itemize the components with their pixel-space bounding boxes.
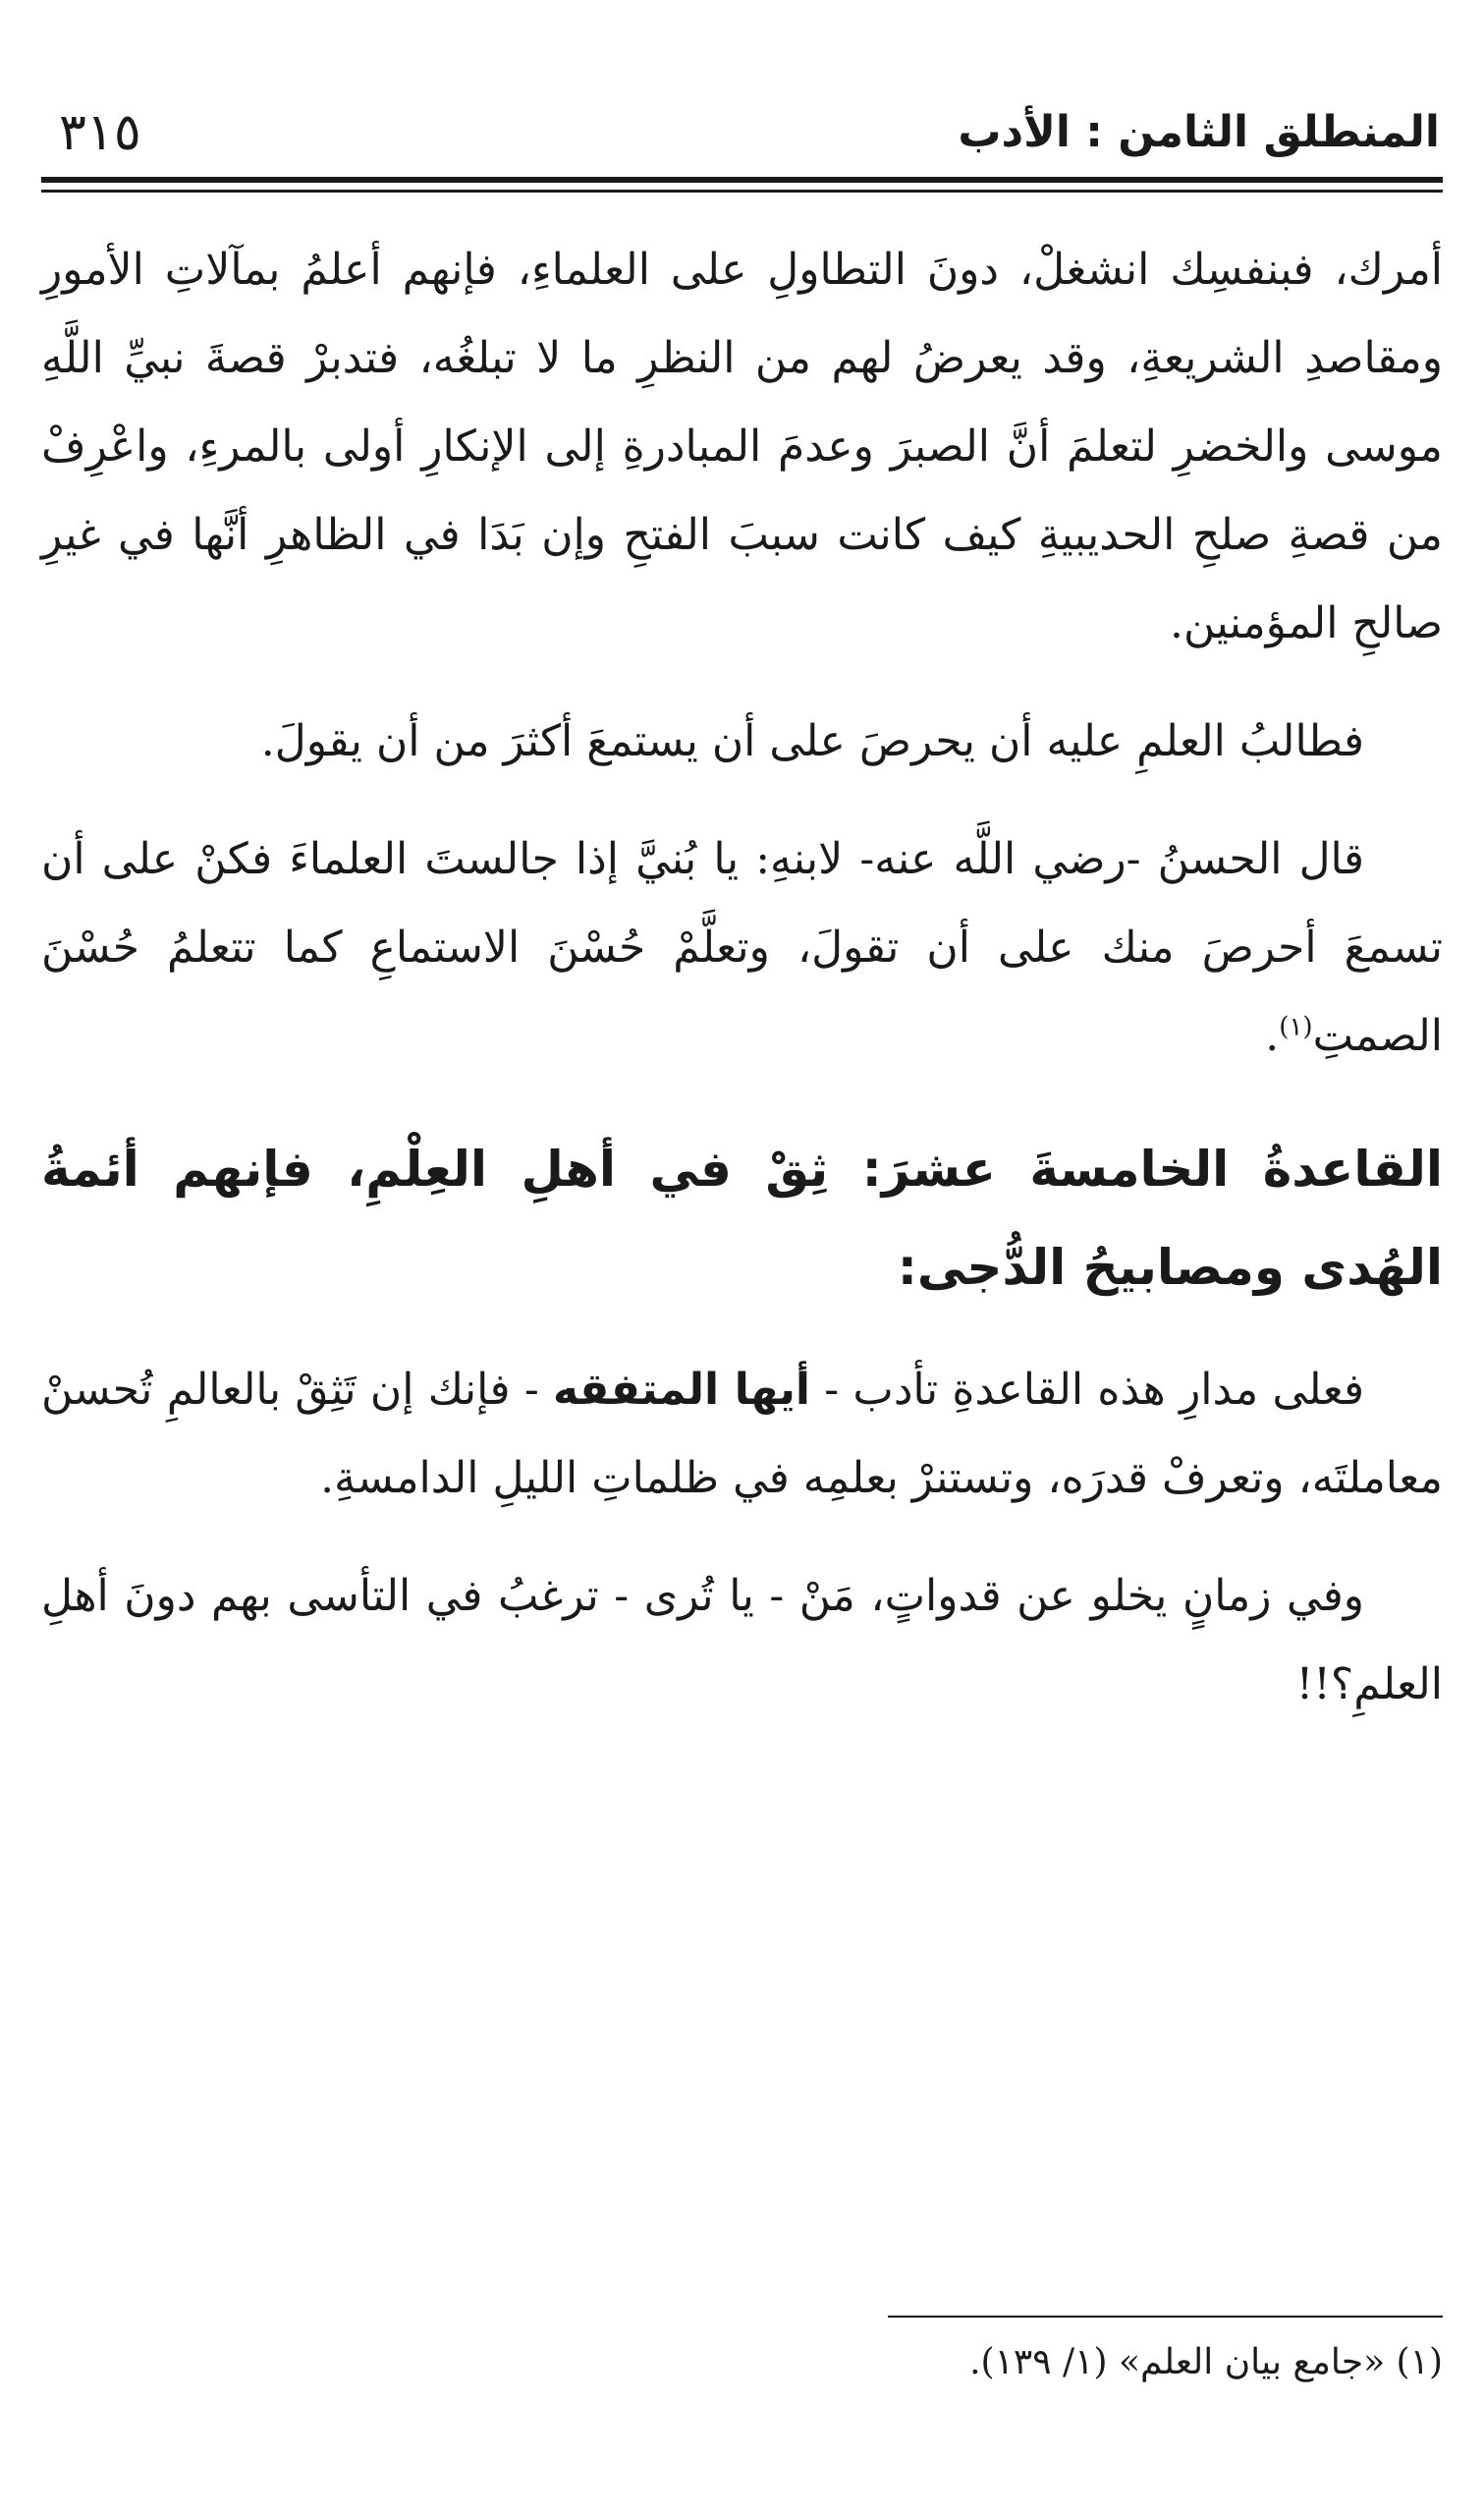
paragraph-5: وفي زمانٍ يخلو عن قدواتٍ، مَنْ - يا تُرى - ترغبُ في التأسى بهم دونَ أهلِ العلمِ؟!! [41, 1571, 1443, 1709]
paragraph-3 [41, 815, 1443, 1081]
running-title: المنطلق الثامن : الأدب [958, 107, 1440, 157]
section-heading: القاعدةُ الخامسةَ عشرَ: ثِقْ في أهلِ العِلْمِ، فإنهم أئمةُ الهُدى ومصابيحُ الدُّجى: [41, 1141, 1443, 1296]
paragraph-2: فطالبُ العلمِ عليه أن يحرصَ على أن يستمعَ أكثرَ من أن يقولَ. [260, 716, 1364, 766]
paragraph-3-end: . [1265, 1011, 1280, 1061]
paragraph-gap [41, 1316, 1443, 1346]
paragraph-4-end: - فإنك إن تَثِقْ بالعالمِ تُحسنْ معاملتَه، وتعرفْ قدرَه، وتستنرْ بعلمِه في ظلماتِ الليلِ الدامسةِ. [41, 1365, 1443, 1503]
page-header [44, 93, 1440, 172]
footnote-separator [888, 2316, 1443, 2318]
paragraph-gap [41, 1523, 1443, 1552]
section-gap [41, 1081, 1443, 1120]
emphasized-address: أيها المتفقه [553, 1365, 810, 1415]
paragraph-4 [41, 1346, 1443, 1523]
paragraph-1: أمرك، فبنفسِك انشغلْ، دونَ التطاولِ على العلماءِ، فإنهم أعلمُ بمآلاتِ الأمورِ ومقاصدِ الشريعةِ، وقد يعرضُ لهم من النظرِ ما لا تبلغُه، فتدبرْ قصةَ نبيِّ اللَّهِ موسى والخضرِ لتعلمَ أنَّ الصبرَ وعدمَ المبادرةِ إلى الإنكارِ أولى بالمرءِ، واعْرِفْ من قصةِ صلحِ الحديبيةِ كيف كانت سببَ الفتحِ وإن بَدَا في الظاهرِ أنَّها في غيرِ صالحِ المؤمنين. [41, 245, 1444, 648]
page-number: ٣١٥ [59, 103, 141, 162]
paragraph-4-start: فعلى مدارِ هذه القاعدةِ تأدب - [809, 1365, 1365, 1415]
paragraph-3-text: قال الحسنُ -رضي اللَّه عنه- لابنهِ: يا بُنيَّ إذا جالستَ العلماءَ فكنْ على أن تسمعَ أحرصَ منك على أن تقولَ، وتعلَّمْ حُسْنَ الاستماعِ كما تتعلمُ حُسْنَ الصمتِ [41, 834, 1444, 1061]
page-body [41, 226, 1443, 1729]
paragraph-gap [41, 668, 1443, 698]
footnote-reference[interactable]: (١) [1279, 1012, 1313, 1042]
paragraph-gap [41, 786, 1443, 815]
header-rule-thin [41, 190, 1443, 193]
header-rule-thick [41, 177, 1443, 183]
footnote-1: (١) «جامع بيان العلم» (١/ ١٣٩). [969, 2342, 1443, 2382]
